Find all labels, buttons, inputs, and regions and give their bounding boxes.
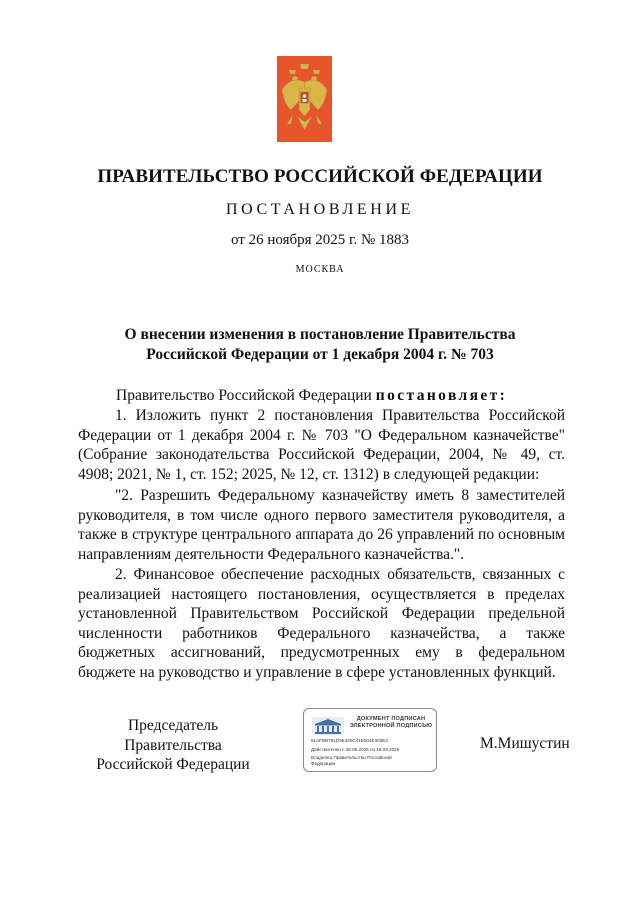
paragraph-quoted-text: "2. Разрешить Федеральному казначейству иметь 8 заместителей руководителя, в том числе одного первого заместителя руководителя, а также в структуре центрального аппарата до 26 управлений по основным направлениям деятельности Федерального казначейства.". — [78, 487, 565, 563]
document-title-line2: Российской Федерации от 1 декабря 2004 г. № 703 — [146, 346, 494, 363]
signer-position-line2: Российской Федерации — [96, 756, 250, 773]
intro-text: Правительство Российской Федерации — [116, 387, 376, 404]
document-title — [0, 325, 640, 365]
stamp-heading: ДОКУМЕНТ ПОДПИСАН ЭЛЕКТРОННОЙ ПОДПИСЬЮ — [349, 716, 433, 729]
paragraph-1 — [78, 406, 565, 484]
organization-name: ПРАВИТЕЛЬСТВО РОССИЙСКОЙ ФЕДЕРАЦИИ — [97, 166, 543, 187]
stamp-certificate-serial: 51AFBB781D9E420C41E504E303E3 — [311, 738, 388, 743]
paragraph-2-text: 2. Финансовое обеспечение расходных обязательств, связанных с реализацией настоящего постановления, осуществляется в пределах установленной Правительством Российской Федерации предельной численности работников Федерального казначейства, а также бюджетных ассигнований, предусмотренных ему в федеральном бюджете на руководство и управление в сфере установленных функций. — [78, 566, 565, 681]
electronic-signature-stamp — [303, 708, 437, 772]
intro-resolves: постановляет: — [375, 387, 508, 404]
coat-of-arms-icon — [277, 56, 332, 142]
paragraph-2 — [78, 565, 565, 682]
stamp-validity: Действителен с 26.06.2025 по 19.09.2026 — [311, 747, 400, 752]
paragraph-quoted — [78, 486, 565, 564]
document-type: ПОСТАНОВЛЕНИЕ — [226, 201, 414, 218]
document-date-number: от 26 ноября 2025 г. № 1883 — [230, 232, 410, 248]
document-title-line1: О внесении изменения в постановление Правительства — [124, 326, 516, 343]
intro-line — [116, 387, 507, 405]
signer-position — [78, 716, 268, 775]
document-city: МОСКВА — [295, 264, 345, 275]
stamp-owner: Владелец Правительство Российской — [311, 755, 392, 760]
signer-position-line1: Председатель Правительства — [124, 717, 222, 754]
stamp-owner-cont: Федерации — [311, 761, 336, 766]
signer-name: М.Мишустин — [480, 735, 570, 752]
government-building-icon — [312, 717, 344, 735]
paragraph-1-text: 1. Изложить пункт 2 постановления Правительства Российской Федерации от 1 декабря 2004 г. № 703 "О Федеральном казначействе" (Собрание законодательства Российской Федерации, 2004, № 49, ст. 4908; 2021, № 1, ст. 152; 2025, № 12, ст. 1312) в следующей редакции: — [78, 407, 565, 483]
